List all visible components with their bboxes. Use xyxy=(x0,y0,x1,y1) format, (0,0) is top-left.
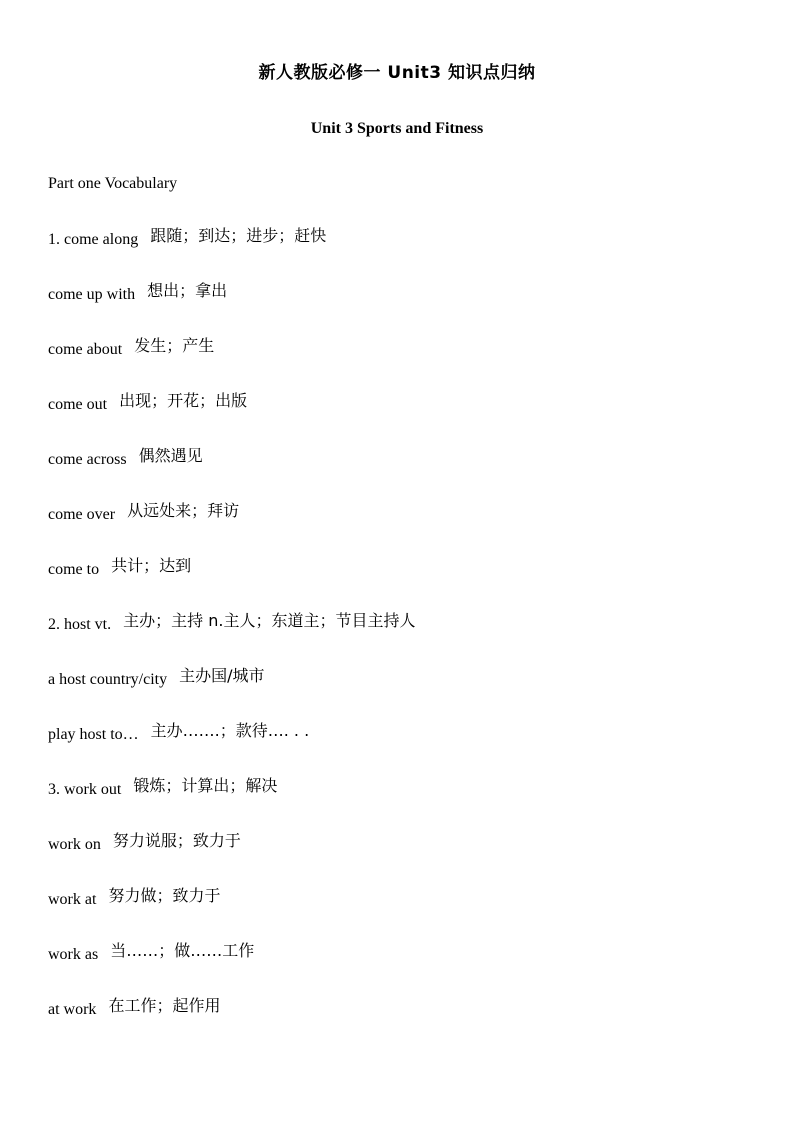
vocabulary-term: come up with xyxy=(48,286,136,303)
vocabulary-item xyxy=(48,660,748,715)
vocabulary-meaning: 想出；拿出 xyxy=(147,281,228,300)
vocabulary-item xyxy=(48,495,748,550)
vocabulary-meaning: 主办…….；款待…. . . xyxy=(150,721,310,740)
vocabulary-meaning: 主办；主持 n.主人；东道主；节目主持人 xyxy=(123,611,416,630)
vocabulary-term: a host country/city xyxy=(48,671,168,688)
vocabulary-term: 3. work out xyxy=(48,781,122,798)
vocabulary-item xyxy=(48,605,748,660)
vocabulary-meaning: 努力做；致力于 xyxy=(108,886,221,905)
vocabulary-meaning: 当……；做……工作 xyxy=(110,941,255,960)
vocabulary-meaning: 共计；达到 xyxy=(111,556,192,575)
vocabulary-meaning: 在工作；起作用 xyxy=(108,996,221,1015)
vocabulary-item xyxy=(48,330,748,385)
vocabulary-term: work as xyxy=(48,946,99,963)
vocabulary-item xyxy=(48,990,748,1045)
vocabulary-meaning: 努力说服；致力于 xyxy=(112,831,241,850)
vocabulary-item xyxy=(48,770,748,825)
vocabulary-list xyxy=(48,220,748,1045)
vocabulary-meaning: 主办国/城市 xyxy=(179,666,265,685)
vocabulary-term: at work xyxy=(48,1001,97,1018)
vocabulary-term: come across xyxy=(48,451,127,468)
vocabulary-meaning: 出现；开花；出版 xyxy=(119,391,248,410)
vocabulary-term: come to xyxy=(48,561,100,578)
vocabulary-term: 2. host vt. xyxy=(48,616,112,633)
vocabulary-item xyxy=(48,880,748,935)
vocabulary-term: work at xyxy=(48,891,97,908)
part-heading: Part one Vocabulary xyxy=(48,175,178,192)
vocabulary-item xyxy=(48,440,748,495)
vocabulary-term: come about xyxy=(48,341,123,358)
vocabulary-meaning: 从远处来；拜访 xyxy=(127,501,240,520)
vocabulary-meaning: 发生；产生 xyxy=(134,336,215,355)
vocabulary-item xyxy=(48,825,748,880)
vocabulary-item xyxy=(48,935,748,990)
vocabulary-term: 1. come along xyxy=(48,231,139,248)
unit-title: Unit 3 Sports and Fitness xyxy=(310,120,484,137)
vocabulary-meaning: 偶然遇见 xyxy=(138,446,203,465)
vocabulary-item xyxy=(48,715,748,770)
vocabulary-term: work on xyxy=(48,836,101,853)
vocabulary-item xyxy=(48,275,748,330)
vocabulary-meaning: 跟随；到达；进步；赶快 xyxy=(150,226,327,245)
vocabulary-item xyxy=(48,385,748,440)
vocabulary-meaning: 锻炼；计算出；解决 xyxy=(133,776,278,795)
vocabulary-item xyxy=(48,220,748,275)
vocabulary-item xyxy=(48,550,748,605)
vocabulary-term: play host to… xyxy=(48,726,139,743)
vocabulary-term: come over xyxy=(48,506,116,523)
vocabulary-term: come out xyxy=(48,396,108,413)
document-title: 新人教版必修一 Unit3 知识点归纳 xyxy=(258,63,536,83)
